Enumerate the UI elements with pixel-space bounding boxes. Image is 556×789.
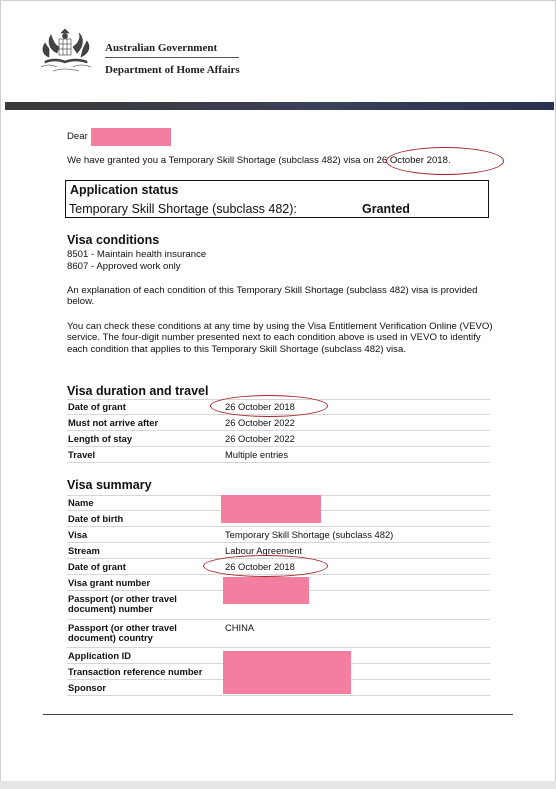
redaction-application-sponsor (223, 651, 351, 694)
condition-item: 8501 - Maintain health insurance (67, 249, 207, 260)
row-label: Passport (or other travel document) number (68, 593, 177, 614)
row-value: 26 October 2022 (225, 433, 295, 444)
redaction-grant-number-passport (223, 577, 309, 604)
department-name: Department of Home Affairs (105, 64, 240, 76)
condition-item: 8607 - Approved work only (67, 261, 181, 272)
row-value: Labour Agreement (225, 545, 303, 556)
application-status-visa: Temporary Skill Shortage (subclass 482): (69, 202, 297, 216)
application-status-title: Application status (70, 183, 179, 197)
footer-divider (43, 714, 513, 715)
application-status-value: Granted (362, 202, 410, 216)
row-label: Travel (68, 449, 96, 460)
visa-duration-heading: Visa duration and travel (67, 384, 209, 398)
government-name: Australian Government (105, 42, 218, 54)
row-label: Date of birth (68, 513, 124, 524)
application-status-box (65, 180, 489, 218)
row-value: 26 October 2018 (225, 401, 295, 412)
annotation-circle-date-of-grant (210, 395, 328, 417)
redaction-name-dob (221, 495, 321, 523)
annotation-circle-summary-date-of-grant (203, 555, 328, 577)
row-label: Visa grant number (68, 577, 151, 588)
row-label: Transaction reference number (68, 666, 203, 677)
table-row (67, 431, 490, 447)
grant-sentence-text: We have granted you a Temporary Skill Shortage (subclass 482) visa on (67, 155, 377, 166)
row-value: Temporary Skill Shortage (subclass 482) (225, 529, 394, 540)
table-row (67, 447, 490, 463)
row-label: Visa (68, 529, 88, 540)
redaction-recipient-name (91, 128, 171, 146)
vevo-paragraph: You can check these conditions at any time by using the Visa Entitlement Verification Online (VEVO) service. The four-digit number presented next to each condition above is used in VEVO to identify each condition that applies to this Temporary Skill Shortage (subclass 482) visa. (67, 321, 493, 355)
row-label: Date of grant (68, 401, 126, 412)
visa-summary-heading: Visa summary (67, 478, 152, 492)
page-bottom-edge (0, 781, 556, 789)
coat-of-arms-icon (35, 27, 99, 77)
row-label: Date of grant (68, 561, 126, 572)
row-label: Passport (or other travel document) country (68, 622, 177, 643)
row-value: Multiple entries (225, 449, 289, 460)
table-row (67, 620, 490, 648)
table-row (67, 527, 490, 543)
row-value: CHINA (225, 622, 255, 633)
conditions-explanation: An explanation of each condition of this Temporary Skill Shortage (subclass 482) visa is provided below. (67, 285, 478, 308)
row-label: Sponsor (68, 682, 107, 693)
row-label: Application ID (68, 650, 132, 661)
header-banner (5, 102, 554, 110)
row-label: Length of stay (68, 433, 133, 444)
row-value: 26 October 2022 (225, 417, 295, 428)
header-divider (105, 57, 239, 58)
row-label: Name (68, 497, 94, 508)
salutation: Dear (67, 131, 88, 142)
row-label: Stream (68, 545, 100, 556)
grant-sentence-date: 26 October 2018. (376, 155, 451, 166)
visa-conditions-heading: Visa conditions (67, 233, 160, 247)
row-value: 26 October 2018 (225, 561, 295, 572)
table-row (67, 415, 490, 431)
annotation-circle-grant-date (386, 147, 504, 175)
row-label: Must not arrive after (68, 417, 159, 428)
